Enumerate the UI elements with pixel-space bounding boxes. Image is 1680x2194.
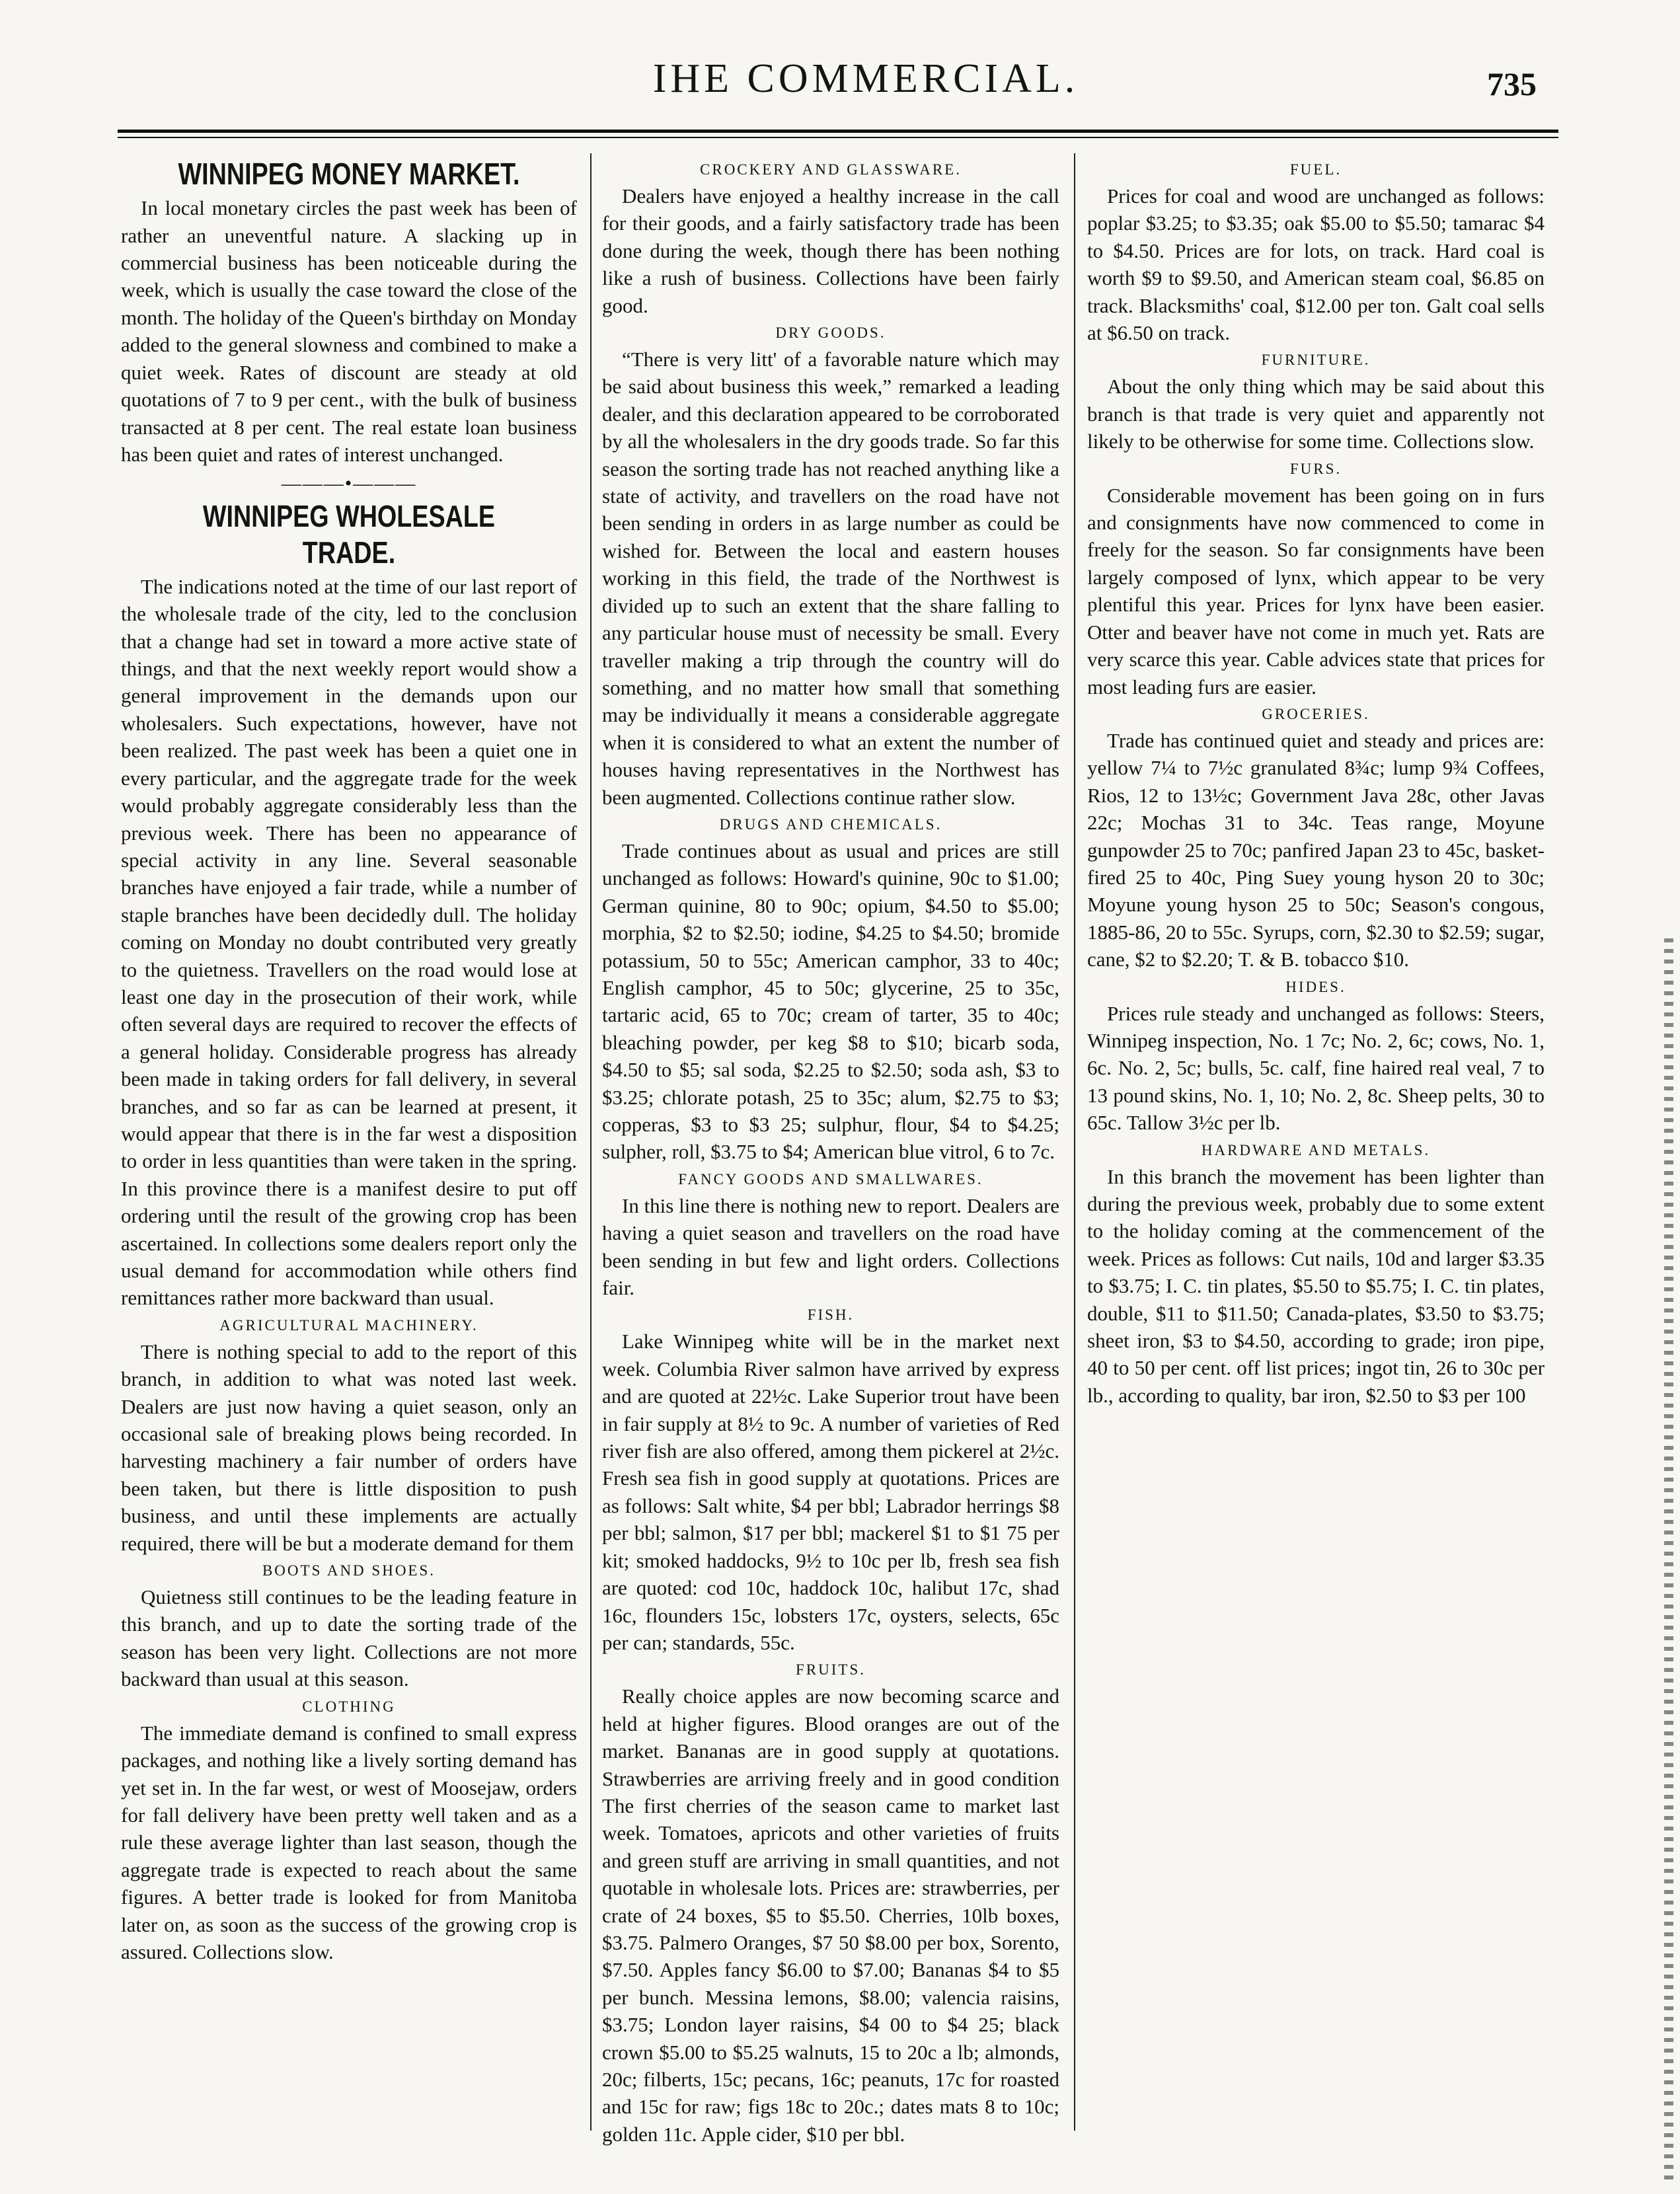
article-paragraph: In this line there is nothing new to report. Dealers are having a quiet season and travellers on the road have been sending in but few and light orders. Collections fair. [602,1193,1059,1300]
subhead-groceries: GROCERIES. [1262,705,1370,722]
article-paragraph: Considerable movement has been going on in furs and consignments have now commenced to come in freely for the season. So far consignments have been largely composed of lynx, which appear to be very plentiful this year. Prices for lynx have been easier. Otter and beaver have not come in much yet. Rats are very scarce this year. Cable advices state that prices for most leading furs are easier. [1087,483,1545,699]
masthead-title: IHE COMMERCIAL. [652,56,1079,101]
section-boots-and-shoes [121,1560,577,1693]
section-fish [602,1304,1059,1656]
column-divider [590,153,592,2131]
article-paragraph: “There is very litt' of a favorable nature which may be said about business this week,” remarked a leading dealer, and this declaration appeared to be corroborated by all the wholesalers in the dry goods trade. So far this season the sorting trade has not reached anything like a state of activity, and travellers on the road have not been sending in orders in as large number as could be wished for. Between the local and eastern houses working in this field, the trade of the Northwest is divided up to such an extent that the share falling to any particular house must of necessity be small. Every traveller making a trip through the country will do something, and no matter how small that something may be individually it means a considerable aggregate when it is considered to what an extent the number of houses having representatives in the Northwest has been augmented. Collections continue rather slow. [602,348,1059,809]
article-paragraph: There is nothing special to add to the report of this branch, in addition to what was noted last week. Dealers are just now having a quiet season, only an occasional sale of breaking plows being recorded. In harvesting machinery a fair number of orders have been taken, but there is little disposition to push business, and until these implements are actually required, there will be but a moderate demand for them [121,1340,577,1555]
section-dry-goods [602,322,1059,811]
article-paragraph: Dealers have enjoyed a healthy increase in the call for their goods, and a fairly satisfactory trade has been done during the week, though there has been nothing like a rush of business. Collections have been fairly good. [602,184,1059,317]
section-clothing [121,1696,577,1966]
subhead-fruits: FRUITS. [796,1661,866,1679]
article-paragraph: In local monetary circles the past week has been of rather an uneventful nature. A slacking up in commercial business has been noticeable during the week, which is usually the case toward the close of the month. The holiday of the Queen's birthday on Monday added to the general slowness and combined to make a quiet week. Rates of discount are steady at old quotations of 7 to 9 per cent., with the bulk of business transacted at 8 per cent. The real estate loan business has been quiet and rates of interest unchanged. [121,196,577,466]
section-hardware [1087,1139,1545,1410]
subhead-furs: FURS. [1289,460,1342,477]
subhead-crockery: CROCKERY AND GLASSWARE. [700,161,962,178]
headline-money-market: WINNIPEG MONEY MARKET. [178,157,520,191]
section-hides [1087,976,1545,1137]
article-paragraph: The immediate demand is confined to small express packages, and nothing like a lively sorting demand has yet set in. In the far west, or west of Moosejaw, orders for fall delivery have been pretty well taken and as a rule these average lighter than last season, though the aggregate trade is expected to reach about the same figures. A better trade is looked for from Manitoba later on, as soon as the success of the growing crop is assured. Collections slow. [121,1721,577,1963]
section-fuel [1087,159,1545,346]
article-money-market [121,156,577,468]
article-wholesale-trade [121,498,577,1312]
column-2 [602,156,1059,2146]
article-paragraph: The indications noted at the time of our last report of the wholesale trade of the city, led to the conclusion that a change had set in toward a more active state of things, and that the next weekly report would show a general improvement in the demands upon our wholesalers. Such expectations, however, have not been realized. The past week has been a quiet one in every particular, and the aggregate trade for the week would probably aggregate considerably less than the previous week. There has been no appearance of special activity in any line. Several seasonable branches have enjoyed a fair trade, while a number of staple branches have been decidedly dull. The holiday coming on Monday no doubt contributed very greatly to the quietness. Travellers on the road would lose at least one day in the prosecution of their work, while often several days are required to recover the effects of a general holiday. Considerable progress has already been made in taking orders for fall delivery, in several branches, and so far as can be learned at present, it would appear that there is in the far west a disposition to order in less quantities than were taken in the spring. In this province there is a manifest desire to put off ordering until the result of the growing crop has been ascertained. In collections some dealers report only the usual demand for accommodation while others find remittances rather more backward than usual. [121,574,577,1310]
subhead-hides: HIDES. [1285,978,1346,995]
subhead-dry-goods: DRY GOODS. [775,324,886,342]
column-1 [121,156,577,2128]
article-paragraph: Lake Winnipeg white will be in the market next week. Columbia River salmon have arrived by express and are quoted at 22½c. Lake Superior trout have been in fair supply at 8½ to 9c. A number of varieties of Red river fish are also offered, among them pickerel at 2½c. Fresh sea fish in good supply at quotations. Prices are as follows: Salt white, $4 per bbl; Labrador herrings $8 per bbl; salmon, $17 per bbl; mackerel $1 to $1 75 per kit; smoked haddocks, 9½ to 10c per lb, fresh sea fish are quoted: cod 10c, haddock 10c, halibut 17c, shad 16c, flounders 15c, lobsters 17c, oysters, selects, 65c per can; standards, 55c. [602,1330,1059,1654]
headline-wholesale-trade: WINNIPEG WHOLESALE TRADE. [202,499,496,570]
section-groceries [1087,703,1545,973]
article-paragraph: Trade has continued quiet and steady and prices are: yellow 7¼ to 7½c granulated 8¾c; lump 9¾ Coffees, Rios, 12 to 13½c; Government Java 28c, other Javas 22c; Mochas 31 to 34c. Teas range, Moyune gunpowder 25 to 70c; panfired Japan 23 to 45c, basket-fired 25 to 40c, Ping Suey young hyson 20 to 30c; Moyune young hyson 25 to 50c; Season's congous, 1885-86, 20 to 55c. Syrups, corn, $2.30 to $2.59; sugar, cane, $2 to $2.20; T. & B. tobacco $10. [1087,728,1545,971]
section-fancy-goods [602,1168,1059,1302]
subhead-drugs: DRUGS AND CHEMICALS. [719,815,942,833]
subhead-fuel: FUEL. [1289,161,1342,178]
scan-edge-mark [1664,938,1673,2181]
subhead-boots-and-shoes: BOOTS AND SHOES. [262,1562,436,1579]
header-rule-thin [118,137,1558,138]
column-divider [1074,153,1075,2131]
article-paragraph: About the only thing which may be said about this branch is that trade is very quiet and apparently not likely to be otherwise for some time. Collections slow. [1087,375,1545,453]
subhead-fish: FISH. [807,1306,855,1324]
page-number: 735 [1487,65,1537,102]
article-paragraph: Trade continues about as usual and prices are still unchanged as follows: Howard's quinine, 90c to $1.00; German quinine, 80 to 90c; opium, $4.50 to $5.00; morphia, $2 to $2.50; iodine, $4.25 to $4.50; bromide potassium, 50 to 55c; American camphor, 33 to 40c; English camphor, 45 to 50c; glycerine, 25 to 35c, tartaric acid, 65 to 70c; cream of tarter, 35 to 40c; bleaching powder, per keg $8 to $10; bicarb soda, $4.50 to $5; sal soda, $2.25 to $2.50; soda ash, $3 to $3.25; chlorate potash, 25 to 35c; alum, $2.75 to $3; copperas, $3 to $3 25; sulphur, flour, $4 to $4.25; sulpher, roll, $3.75 to $4; American blue vitrol, 6 to 7c. [602,839,1059,1164]
subhead-hardware: HARDWARE AND METALS. [1201,1141,1431,1158]
column-3 [1087,156,1545,2128]
subhead-furniture: FURNITURE. [1261,352,1371,369]
section-agricultural-machinery [121,1314,577,1557]
section-furniture [1087,349,1545,455]
article-paragraph: Prices for coal and wood are unchanged as follows: poplar $3.25; to $3.35; oak $5.00 to $5.50; tamarac $4 to $4.50. Prices are for lots, on track. Hard coal is worth $9 to $9.50, and American steam coal, $6.85 on track. Blacksmiths' coal, $12.00 per ton. Galt coal sells at $6.50 on track. [1087,184,1545,345]
section-ornament: ———•——— [281,473,417,495]
article-paragraph: In this branch the movement has been lighter than during the previous week, probably due to some extent to the holiday coming at the commencement of the week. Prices as follows: Cut nails, 10d and larger $3.35 to $3.75; I. C. tin plates, $5.50 to $5.75; I. C. tin plates, double, $11 to $11.50; Canada-plates, $3.50 to $3.75; sheet iron, $3 to $4.50, according to grade; iron pipe, 40 to 50 per cent. off list prices; ingot tin, 26 to 30c per lb., according to quality, bar iron, $2.50 to $3 per 100 [1087,1164,1545,1407]
subhead-fancy-goods: FANCY GOODS AND SMALLWARES. [678,1170,983,1188]
section-fruits [602,1659,1059,2148]
article-paragraph: Prices rule steady and unchanged as follows: Steers, Winnipeg inspection, No. 1 7c; No. 2, 6c; cows, No. 1, 6c. No. 2, 5c; bulls, 5c. calf, fine haired real veal, 7 to 13 pound skins, No. 1, 10; No. 2, 8c. Sheep pelts, 30 to 65c. Tallow 3½c per lb. [1087,1001,1545,1135]
article-paragraph: Quietness still continues to be the leading feature in this branch, and up to date the sorting trade of the season has been very light. Collections are not more backward than usual at this season. [121,1585,577,1691]
subhead-clothing: CLOTHING [302,1698,396,1715]
header-rule-thick [118,130,1558,133]
section-furs [1087,458,1545,700]
section-drugs [602,813,1059,1166]
article-paragraph: Really choice apples are now becoming scarce and held at higher figures. Blood oranges are out of the market. Bananas are in good supply at quotations. Strawberries are arriving freely and in good condition The first cherries of the season came to market last week. Tomatoes, apricots and other varieties of fruits and green stuff are arriving in small quantities, and not quotable in wholesale lots. Prices are: strawberries, per crate of 24 boxes, $5 to $5.50. Cherries, 10lb boxes, $3.75. Palmero Oranges, $7 50 $8.00 per box, Sorento, $7.50. Apples fancy $6.00 to $7.00; Bananas $4 to $5 per bunch. Messina lemons, $8.00; valencia raisins, $3.75; London layer raisins, $4 00 to $4 25; black crown $5.00 to $5.25 walnuts, 15 to 20c a lb; almonds, 20c; filberts, 15c; pecans, 16c; peanuts, 17c for roasted and 15c for raw; figs 18c to 20c.; dates mats 8 to 10c; golden 11c. Apple cider, $10 per bbl. [602,1684,1059,2146]
section-crockery [602,159,1059,319]
subhead-agricultural-machinery: AGRICULTURAL MACHINERY. [219,1316,478,1334]
